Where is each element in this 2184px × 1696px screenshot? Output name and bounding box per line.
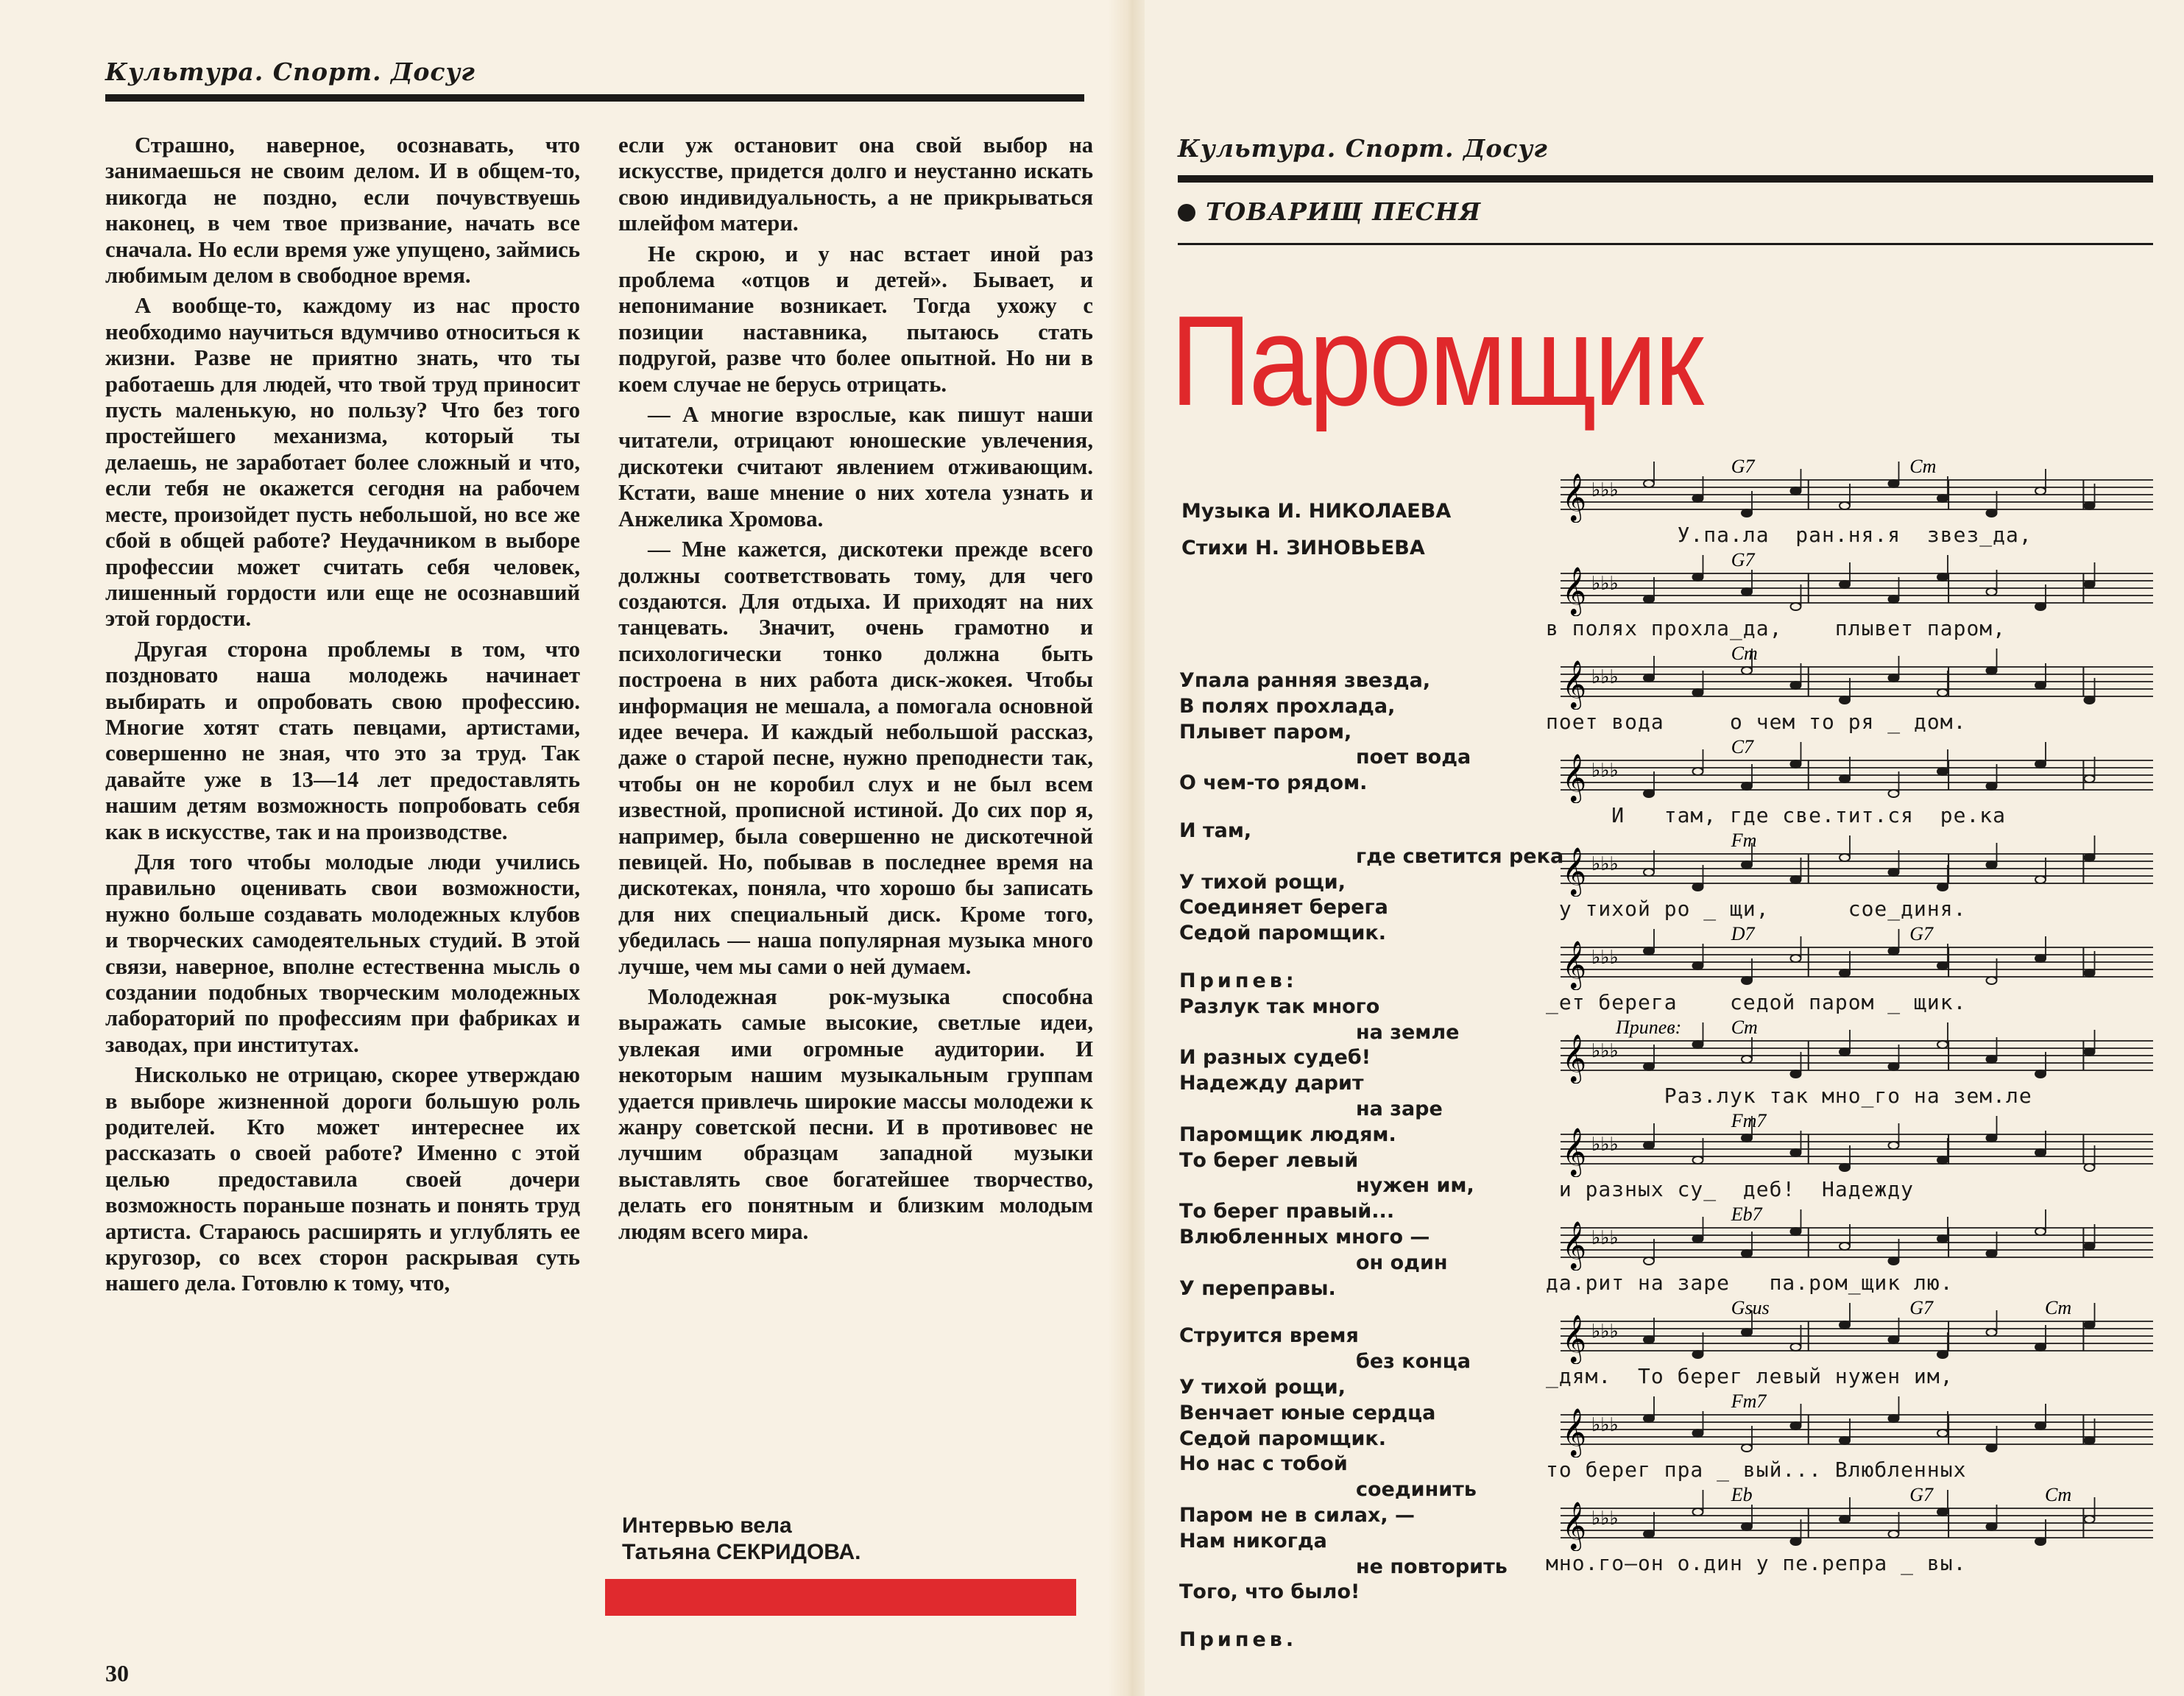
key-signature-icon: ♭♭♭ [1591,1508,1619,1530]
score-system [1546,1485,2160,1578]
header-rule [105,94,1084,102]
staff [1546,737,2160,803]
note-head [1693,1235,1703,1243]
note-head [1987,588,1997,596]
note-head [1937,689,1948,696]
chord-symbol: G7 [1731,456,1755,477]
note-head [2085,502,2095,509]
lyric-line: То берег левый [1179,1148,1359,1172]
lyric-line: То берег правый... [1179,1200,1395,1223]
lyric-syllables: да.рит на заре па.ром_щик лю. [1546,1271,1954,1295]
note-head [1937,1235,1948,1243]
staff [1546,1298,2160,1364]
note-head [1693,495,1703,502]
note-head [1693,1156,1703,1164]
note-head [1742,1056,1752,1063]
chord-symbol: D7 [1731,924,1755,944]
note-head [2035,1070,2046,1078]
note-head [1644,1530,1654,1538]
note-head [1889,1530,1899,1538]
note-head [1742,782,1752,790]
running-head: Культура. Спорт. Досуг [105,57,476,86]
note-head [1889,1415,1899,1422]
key-signature-icon: ♭♭♭ [1591,1414,1619,1436]
lyric-line: Плывет паром, [1179,720,1352,743]
score-system [1546,1111,2160,1204]
note-head [1937,962,1948,969]
staff [1546,1391,2160,1458]
note-head [1644,596,1654,603]
treble-clef-icon: 𝄞 [1562,847,1587,895]
staff [1546,830,2160,897]
note-head [1937,1156,1948,1164]
note-head [2035,682,2046,689]
chord-symbol: G7 [1731,550,1755,570]
score-system [1546,830,2160,924]
lyric-line: Но нас с тобой [1179,1452,1348,1476]
author-name: Татьяна СЕКРИДОВА. [622,1540,861,1564]
stanza-gap [1179,796,1562,819]
note-head [1840,1516,1850,1523]
score-system [1546,456,2160,550]
note-head [2085,1048,2095,1056]
note-head [1840,502,1850,509]
key-signature-icon: ♭♭♭ [1591,1321,1619,1343]
lyric-line: Струится время [1179,1324,1359,1348]
note-head [1644,1336,1654,1343]
score-system [1546,1298,2160,1391]
paragraph: — Мне кажется, дискотеки прежде всего должны соответствовать тому, для чего создаются. Для отдыха. И приходят на них танцевать. Значит, очень грамотно и психологически тонко должна быть построена в них работа диск-жокея. Чтобы информация не мешала, а помогала основной идее вечера. И каждый небольшой рассказ, даже о старой песне, нужно преподнести так, чтобы он не коробил слух и не был всем известной, прописной истиной. До сих пор я, например, была совершенно не дискотечной певицей. Но, побывав в последнее время на дискотеках, поняла, что хорошо бы записать для них специальный диск. Кроме того, убедилась — наша популярная музыка много лучше, чем мы сами о ней думаем. [618,537,1093,979]
lyric-line: Влюбленных много — [1179,1225,1430,1248]
chord-symbol: Fm [1731,830,1757,851]
note-head [1937,573,1948,581]
song-credits [1181,493,1451,567]
note-head [1644,480,1654,487]
key-signature-icon: ♭♭♭ [1591,1040,1619,1062]
note-head [1742,1329,1752,1336]
treble-clef-icon: 𝄞 [1562,754,1587,802]
key-signature-icon: ♭♭♭ [1591,666,1619,688]
chord-symbol: Cm [2045,1298,2072,1318]
note-head [1693,1351,1703,1358]
note-head [1987,509,1997,517]
lyric-line: на земле [1356,1020,1460,1044]
note-head [1791,876,1801,883]
note-head [2085,775,2095,782]
chord-symbol: G7 [1909,924,1934,944]
score-system [1546,924,2160,1017]
article-column-2 [618,132,1093,1245]
note-head [1644,790,1654,797]
key-signature-icon: ♭♭♭ [1591,760,1619,782]
lyric-line: Упала ранняя звезда, [1179,669,1431,692]
note-head [1987,861,1997,869]
lyric-syllables: _ет берега седой паром _ щик. [1546,990,1967,1014]
lyric-line: У тихой рощи, [1179,870,1346,894]
chorus-label: Припев. [1179,1628,1298,1652]
note-head [1742,1444,1752,1452]
red-accent-bar [605,1579,1076,1616]
note-head [2085,696,2095,704]
lyric-line: Седой паромщик. [1179,922,1386,945]
note-head [2035,1149,2046,1156]
note-head [1742,861,1752,869]
lyric-line: он один [1356,1251,1448,1274]
note-head [2035,955,2046,962]
treble-clef-icon: 𝄞 [1562,1502,1587,1550]
note-head [1791,1149,1801,1156]
treble-clef-icon: 𝄞 [1562,567,1587,615]
note-head [1644,1415,1654,1422]
interview-question: — А многие взрослые, как пишут наши читатели, отрицают юношеские увлечения, дискотеки считают явлением отживающим. Кстати, ваше мнение о них хотела узнать и Анжелика Хромова. [618,402,1093,531]
note-head [1742,509,1752,517]
note-head [2085,1164,2095,1171]
note-head [1840,1437,1850,1444]
note-head [2035,1228,2046,1235]
note-head [1791,1422,1801,1430]
score-system [1546,550,2160,643]
chord-symbol: C7 [1731,737,1754,757]
paragraph: Страшно, наверное, осознавать, что занимаешься не своим делом. И в общем-то, никогда не поздно, если почувствуешь наконец, в чем твое призвание, начать все сначала. Но если время уже упущено, займись любимым делом в свободное время. [105,132,580,289]
lyric-syllables: _дям. То берег левый нужен им, [1546,1364,1954,1388]
note-head [2035,876,2046,883]
chord-symbol: Gsus [1731,1298,1770,1318]
stanza-gap [1179,1301,1562,1324]
lyric-syllables: у тихой ро _ щи, сое_диня. [1546,897,1967,921]
staff [1546,550,2160,616]
note-head [2035,1422,2046,1430]
note-head [1987,782,1997,790]
note-head [2085,1516,2095,1523]
note-head [1791,955,1801,962]
chord-symbol: Fm7 [1731,1391,1767,1412]
lyric-line: не повторить [1356,1555,1508,1578]
note-head [1987,1250,1997,1257]
stanza-gap [1179,947,1562,969]
note-head [2035,487,2046,495]
note-head [2085,1321,2095,1329]
key-signature-icon: ♭♭♭ [1591,947,1619,969]
chord-symbol: Cm [1909,456,1937,477]
note-head [1791,487,1801,495]
note-head [1742,1523,1752,1530]
lyric-syllables: поет вода о чем то ря _ дом. [1546,710,1967,734]
section-title: ТОВАРИЩ ПЕСНЯ [1206,197,1482,226]
note-head [1840,1048,1850,1056]
chord-symbol: G7 [1909,1485,1934,1505]
article-column-1 [105,132,580,1297]
score-system [1546,737,2160,830]
running-head: Культура. Спорт. Досуг [1178,134,1548,163]
note-head [1937,1351,1948,1358]
note-head [1987,667,1997,674]
note-head [1889,480,1899,487]
lyric-line: Разлук так много [1179,994,1380,1018]
note-head [2035,603,2046,610]
note-head [1791,1538,1801,1545]
lyric-line: В полях прохлада, [1179,694,1396,718]
note-head [1889,947,1899,955]
note-head [2035,760,2046,768]
note-head [1987,1056,1997,1063]
lyric-line: без конца [1356,1350,1471,1374]
lyric-syllables: И там, где све.тит.ся ре.ка [1546,803,2007,827]
note-head [1644,674,1654,682]
note-head [1987,1134,1997,1142]
note-head [2035,1538,2046,1545]
paragraph: Молодежная рок-музыка способна выражать самые высокие, светлые идеи, увлекая ими огромные аудитории. И некоторым нашим музыкальным группам удается привлечь широкие массы молодежи к жанру советской песни. И в противовес не лучшим образцам западной музыки выставлять свое богатейшее творчество, делать его понятным и близким молодым людям всего мира. [618,984,1093,1244]
lyric-line: на заре [1356,1097,1443,1120]
note-head [1840,854,1850,861]
lyric-line: Того, что было! [1179,1580,1360,1604]
lyric-syllables: мно.го—он о.дин у пе.репра _ вы. [1546,1551,1967,1575]
score-system [1546,643,2160,737]
treble-clef-icon: 𝄞 [1562,660,1587,708]
page-number: 30 [105,1660,129,1686]
treble-clef-icon: 𝄞 [1562,1408,1587,1456]
note-head [1840,1321,1850,1329]
key-signature-icon: ♭♭♭ [1591,1134,1619,1156]
note-head [1889,1063,1899,1070]
note-head [1889,869,1899,876]
note-head [1693,962,1703,969]
lyric-syllables: Раз.лук так мно_го на зем.ле [1546,1084,2032,1108]
treble-clef-icon: 𝄞 [1562,1221,1587,1269]
chord-symbol: Eb [1731,1485,1753,1505]
score-system [1546,1017,2160,1111]
paragraph: Другая сторона проблемы в том, что поздновато наша молодежь начинает выбирать и опробовать свою профессию. Многие хотят стать певцами, артистами, совершенно не зная, что это за труд. Так давайте уже в 13—14 лет предоставлять нашим детям возможность попробовать себя как в искусстве, так и на производстве. [105,636,580,844]
note-head [2085,854,2095,861]
note-head [1791,603,1801,610]
note-head [1937,1508,1948,1516]
note-head [1742,1250,1752,1257]
note-head [1791,682,1801,689]
lyric-line: соединить [1356,1478,1477,1502]
note-head [1987,1523,1997,1530]
stanza-gap [1179,1605,1562,1628]
chord-symbol: G7 [1909,1298,1934,1318]
note-head [1644,1063,1654,1070]
staff [1546,1204,2160,1271]
chord-symbol: Fm7 [1731,1111,1767,1131]
key-signature-icon: ♭♭♭ [1591,573,1619,595]
lyric-syllables: то берег пра _ вый... Влюбленных [1546,1458,1967,1482]
note-head [2085,1243,2095,1250]
note-head [2085,581,2095,588]
note-head [1987,1329,1997,1336]
note-head [1937,495,1948,502]
paragraph: если уж остановит она свой выбор на искусстве, придется долго и неустанно искать свою индивидуальность, а не прикрываться шлейфом матери. [618,132,1093,236]
staff [1546,456,2160,523]
lyric-line: Седой паромщик. [1179,1427,1386,1450]
treble-clef-icon: 𝄞 [1562,1128,1587,1176]
header-rule [1178,175,2153,183]
note-head [1840,696,1850,704]
note-head [1987,977,1997,984]
note-head [1937,883,1948,891]
note-head [1791,760,1801,768]
paragraph: Нисколько не отрицаю, скорее утверждаю в выборе жизненной дороги большую роль родителей. Кто может интереснее их рассказать о своей работе? Именно с этой целью предоставила своей дочери возможность пораньше познать и понять труд артиста. Стараюсь расширять и углублять ее кругозор, со всех сторон раскрывая суть нашего дела. Готовлю к тому, что, [105,1062,580,1296]
staff [1546,1111,2160,1177]
lyric-line: О чем-то рядом. [1179,771,1368,795]
note-head [1693,689,1703,696]
lyric-line: У тихой рощи, [1179,1375,1346,1399]
song-title: Паромщик [1170,289,1702,432]
music-credit: Музыка И. НИКОЛАЕВА [1181,500,1452,523]
note-head [1889,1142,1899,1149]
bullet-icon [1178,204,1195,222]
lyric-line: поет вода [1356,746,1471,769]
note-head [1889,790,1899,797]
note-head [1889,596,1899,603]
paragraph: Для того чтобы молодые люди учились правильно оценивать свои возможности, нужно больше создавать молодежных клубов и творческих самодеятельных студий. В этой связи, наверное, вполне естественна мысль о создании подобных творческим молодежных лабораторий по профессиям при фабриках и заводах, при институтах. [105,849,580,1057]
chord-symbol: Cm [2045,1485,2072,1505]
staff [1546,1485,2160,1551]
note-head [1742,1134,1752,1142]
music-score [1546,456,2160,1578]
treble-clef-icon: 𝄞 [1562,1034,1587,1082]
lyric-syllables: и разных су_ деб! Надежду [1546,1177,1915,1201]
lyric-line: И там, [1179,819,1252,842]
note-head [1644,947,1654,955]
note-head [1693,1041,1703,1048]
note-head [1889,674,1899,682]
note-head [1644,1142,1654,1149]
treble-clef-icon: 𝄞 [1562,473,1587,521]
key-signature-icon: ♭♭♭ [1591,853,1619,875]
score-system [1546,1204,2160,1298]
note-head [1889,1257,1899,1265]
note-head [1742,977,1752,984]
paragraph: Не скрою, и у нас встает иной раз проблема «отцов и детей». Бывает, и непонимание возникает. Тогда ухожу с позиции наставника, пытаюсь стать подругой, разве что более опытной. Но ни в коем случае не берусь отрицать. [618,241,1093,397]
note-head [1889,1336,1899,1343]
note-head [1840,1164,1850,1171]
note-head [1791,1343,1801,1351]
lyric-syllables: У.па.ла ран.ня.я звез_да, [1546,523,2032,547]
lyric-line: нужен им, [1356,1174,1474,1198]
note-head [1937,768,1948,775]
signature-line: Интервью вела [622,1513,792,1538]
section-rule [1178,243,2153,245]
paragraph: А вообще-то, каждому из нас просто необходимо научиться вдумчиво относиться к жизни. Разве не приятно знать, что ты работаешь для людей, что твой труд приносит пусть маленькую, но пользу? Что без того простейшего механизма, который ты делаешь, не заработает более сложный и что, если тебя не окажется сегодня на рабочем месте, произойдет пусть небольшой, но все же сбой в общей работе? Неудачником в выборе профессии может считать себя человек, лишенный гордости или еще не осознавший этой гордости. [105,293,580,632]
section-label [1178,197,1481,226]
lyric-line: где светится река [1356,844,1564,868]
note-head [1791,1070,1801,1078]
key-signature-icon: ♭♭♭ [1591,479,1619,501]
treble-clef-icon: 𝄞 [1562,1315,1587,1363]
note-head [1644,1257,1654,1265]
treble-clef-icon: 𝄞 [1562,941,1587,989]
note-head [1937,1430,1948,1437]
note-head [1742,588,1752,596]
note-head [1693,1430,1703,1437]
chorus-mark: Припев: [1616,1017,1682,1038]
note-head [2085,969,2095,977]
note-head [1987,1444,1997,1452]
note-head [1840,581,1850,588]
lyric-line: Паромщик людям. [1179,1123,1396,1146]
note-head [1693,883,1703,891]
staff [1546,924,2160,990]
lyric-line: Надежду дарит [1179,1072,1364,1095]
note-head [2035,1343,2046,1351]
note-head [1693,573,1703,581]
lyric-line: Паром не в силах, — [1179,1503,1416,1527]
staff [1546,1017,2160,1084]
note-head [1840,775,1850,782]
chord-symbol: Cm [1731,643,1758,664]
note-head [1840,969,1850,977]
lyric-line: Соединяет берега [1179,896,1388,919]
note-head [1840,1243,1850,1250]
note-head [1937,1041,1948,1048]
chorus-label: Припев: [1179,969,1298,992]
note-head [1791,1228,1801,1235]
note-head [1693,768,1703,775]
lyrics-credit: Стихи Н. ЗИНОВЬЕВА [1181,537,1425,559]
note-head [2085,1437,2095,1444]
lyric-line: И разных судеб! [1179,1046,1371,1070]
note-head [1742,667,1752,674]
chord-symbol: Eb7 [1731,1204,1762,1225]
lyric-line: У переправы. [1179,1276,1336,1300]
note-head [1644,869,1654,876]
lyric-line: Венчает юные сердца [1179,1401,1436,1424]
score-system [1546,1391,2160,1485]
note-head [1693,1508,1703,1516]
signature [622,1513,860,1566]
staff [1546,643,2160,710]
chord-symbol: Cm [1731,1017,1758,1038]
song-lyrics [1179,668,1562,1653]
key-signature-icon: ♭♭♭ [1591,1227,1619,1249]
lyric-syllables: в полях прохла_да, плывет паром, [1546,616,2007,640]
lyric-line: Нам никогда [1179,1529,1327,1552]
